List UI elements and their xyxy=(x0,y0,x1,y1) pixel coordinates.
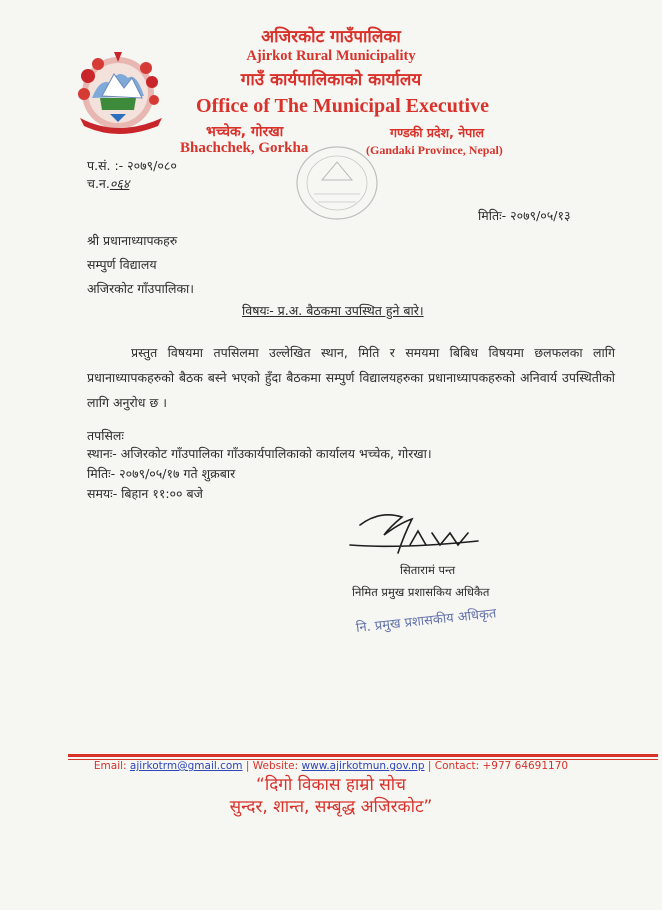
details-heading: तपसिलः xyxy=(87,428,124,443)
website-label: | Website: xyxy=(245,760,299,772)
signatory-stamp: नि. प्रमुख प्रशासकीय अधिकृत xyxy=(355,606,498,636)
detail-date: मितिः- २०७९/०५/१७ गते शुक्रबार xyxy=(87,466,236,481)
location-np: भच्चेक, गोरखा xyxy=(206,124,284,140)
office-name-np: गाउँ कार्यपालिकाको कार्यालय xyxy=(240,70,422,90)
letter-date: मितिः- २०७९/०५/१३ xyxy=(478,208,571,223)
municipality-name-np: अजिरकोट गाउँपालिका xyxy=(261,27,401,47)
location-en: Bhachchek, Gorkha xyxy=(180,140,309,156)
office-name-en: Office of The Municipal Executive xyxy=(196,95,489,117)
letter-body: प्रस्तुत विषयमा तपसिलमा उल्लेखित स्थान, मिति र समयमा बिबिध विषयमा छलफलका लागि प्रधानाध्यापकहरुको बैठक बस्ने भएको हुँदा बैठकमा सम्पुर्ण विद्यालयहरुका प्रधानाध्यापकहरुको अनिवार्य उपस्थितीको लागि अनुरोध छ । xyxy=(87,345,615,410)
addressee-line: अजिरकोट गाँउपालिका। xyxy=(87,281,195,296)
province-np: गण्डकी प्रदेश, नेपाल xyxy=(390,125,484,140)
slogan-line-2: सुन्दर, शान्त, सम्बृद्ध अजिरकोट” xyxy=(229,797,433,817)
email-link[interactable]: ajirkotrm@gmail.com xyxy=(129,760,243,772)
dispatch-number-value: ०६४ xyxy=(109,176,130,191)
footer-divider xyxy=(68,754,658,757)
slogan-line-1: “दिगो विकास हाम्रो सोच xyxy=(256,775,406,795)
dispatch-number-label: च.न. xyxy=(87,176,110,191)
dispatch-number xyxy=(87,175,129,192)
detail-venue: स्थानः- अजिरकोट गाँउपालिका गाँउकार्यपालिकाको कार्यालय भच्चेक, गोरखा। xyxy=(87,446,432,461)
province-en: (Gandaki Province, Nepal) xyxy=(366,143,503,157)
detail-time: समयः- बिहान ११:०० बजे xyxy=(87,486,203,501)
website-link[interactable]: www.ajirkotmun.gov.np xyxy=(301,760,425,772)
office-seal-icon xyxy=(292,142,382,224)
contact-number: | Contact: +977 64691170 xyxy=(427,760,569,772)
municipality-name-en: Ajirkot Rural Municipality xyxy=(246,48,416,64)
signature-icon xyxy=(340,505,490,567)
letter-subject: विषयः- प्र.अ. बैठकमा उपस्थित हुने बारे। xyxy=(242,303,424,318)
addressee-line: सम्पुर्ण विद्यालय xyxy=(87,257,157,272)
footer-contact xyxy=(0,760,662,772)
signatory-title: निमित प्रमुख प्रशासकिय अधिकैत xyxy=(352,585,490,599)
signatory-name: सितारामं पन्त xyxy=(400,563,456,577)
reference-number: प.सं. :- २०७९/०८० xyxy=(87,158,177,173)
addressee-line: श्री प्रधानाध्यापकहरु xyxy=(87,233,178,248)
email-label: Email: xyxy=(93,760,127,772)
